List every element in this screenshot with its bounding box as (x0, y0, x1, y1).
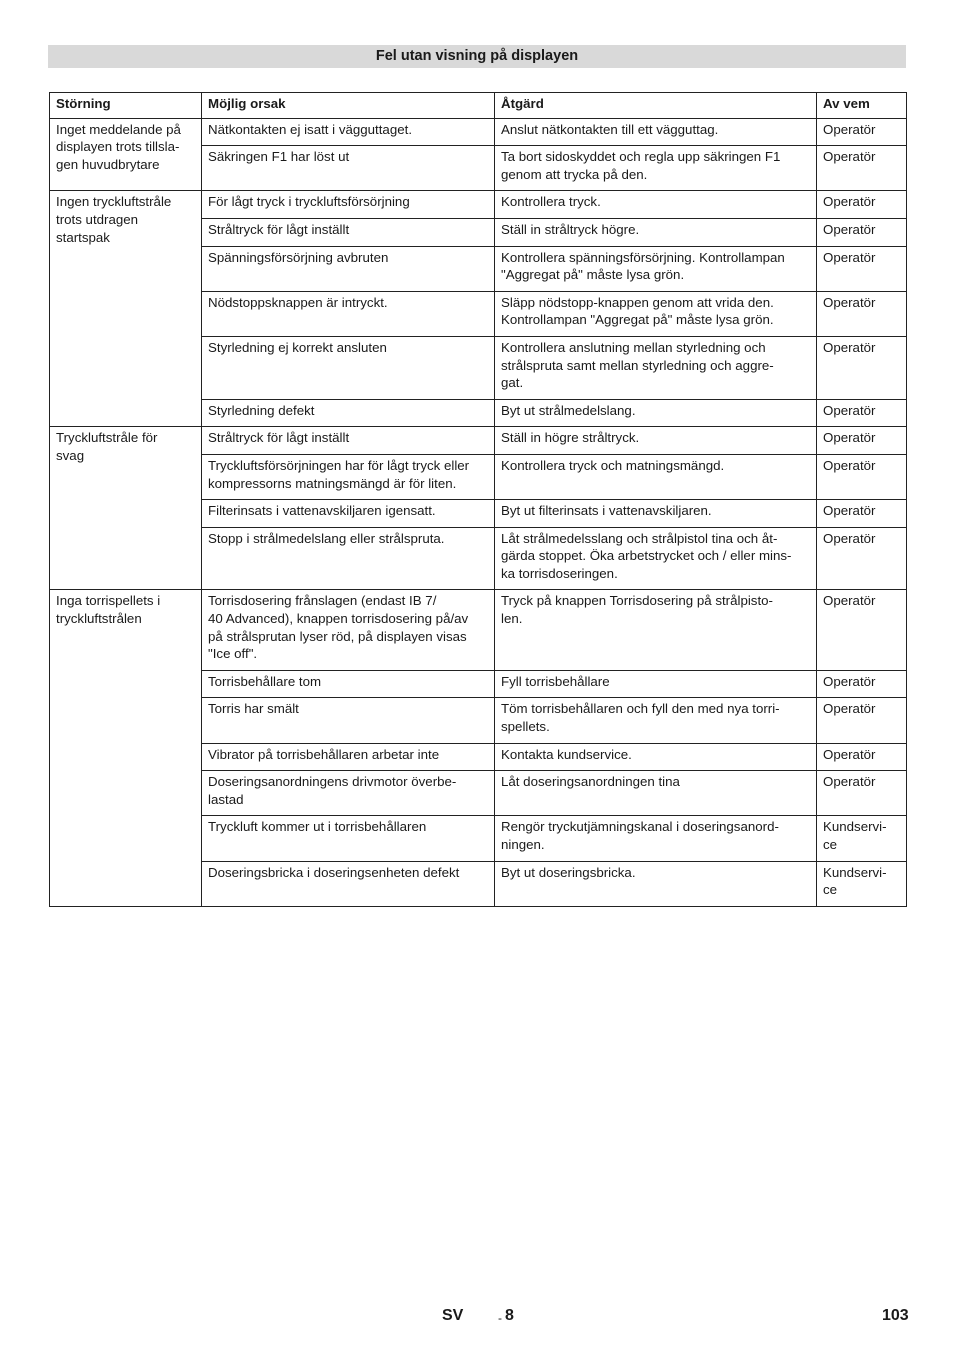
by-cell: Operatör (817, 399, 907, 427)
cause-cell: Stråltryck för lågt inställt (202, 427, 495, 455)
cause-cell: Stråltryck för lågt inställt (202, 218, 495, 246)
by-cell: Operatör (817, 336, 907, 399)
section-title: Fel utan visning på displayen (48, 45, 906, 68)
action-cell: Kontakta kundservice. (495, 743, 817, 771)
action-cell: Byt ut doseringsbricka. (495, 861, 817, 906)
table-header-row (50, 93, 907, 119)
action-cell: Töm torrisbehållaren och fyll den med nya torri- spellets. (495, 698, 817, 743)
cause-cell: För lågt tryck i tryckluftsförsörjning (202, 191, 495, 219)
fault-cell: Ingen tryckluftstråle trots utdragen startspak (50, 191, 202, 427)
by-cell: Operatör (817, 743, 907, 771)
header-fault: Störning (50, 93, 202, 119)
header-by: Av vem (817, 93, 907, 119)
cause-cell: Vibrator på torrisbehållaren arbetar inte (202, 743, 495, 771)
action-cell: Anslut nätkontakten till ett vägguttag. (495, 118, 817, 146)
cause-cell: Nödstoppsknappen är intryckt. (202, 291, 495, 336)
action-cell: Byt ut filterinsats i vattenavskiljaren. (495, 500, 817, 528)
by-cell: Operatör (817, 218, 907, 246)
footer-separator: - (498, 1311, 502, 1325)
by-cell: Operatör (817, 454, 907, 499)
footer-page-number: 103 (882, 1307, 909, 1324)
cause-cell: Nätkontakten ej isatt i vägguttaget. (202, 118, 495, 146)
table-row (50, 191, 907, 219)
cause-cell: Styrledning defekt (202, 399, 495, 427)
action-cell: Fyll torrisbehållare (495, 670, 817, 698)
cause-cell: Torrisbehållare tom (202, 670, 495, 698)
header-action: Åtgärd (495, 93, 817, 119)
cause-cell: Torrisdosering frånslagen (endast IB 7/ 40 Advanced), knappen torrisdosering på/av på strålsprutan lyser röd, på displayen visas "Ice off". (202, 590, 495, 670)
cause-cell: Styrledning ej korrekt ansluten (202, 336, 495, 399)
action-cell: Kontrollera spänningsförsörjning. Kontrollampan "Aggregat på" måste lysa grön. (495, 246, 817, 291)
table-row (50, 427, 907, 455)
by-cell: Operatör (817, 427, 907, 455)
fault-cell: Tryckluftstråle för svag (50, 427, 202, 590)
by-cell: Operatör (817, 698, 907, 743)
action-cell: Ta bort sidoskyddet och regla upp säkringen F1 genom att trycka på den. (495, 146, 817, 191)
table-row (50, 118, 907, 146)
footer-language: SV (442, 1307, 464, 1324)
action-cell: Kontrollera tryck och matningsmängd. (495, 454, 817, 499)
by-cell: Operatör (817, 246, 907, 291)
by-cell: Operatör (817, 527, 907, 590)
by-cell: Kundservi- ce (817, 861, 907, 906)
by-cell: Operatör (817, 291, 907, 336)
troubleshooting-table (49, 92, 907, 907)
by-cell: Operatör (817, 191, 907, 219)
cause-cell: Tryckluft kommer ut i torrisbehållaren (202, 816, 495, 861)
fault-cell: Inget meddelande på displayen trots tillsla- gen huvudbrytare (50, 118, 202, 191)
action-cell: Tryck på knappen Torrisdosering på strålpisto- len. (495, 590, 817, 670)
cause-cell: Spänningsförsörjning avbruten (202, 246, 495, 291)
cause-cell: Tryckluftsförsörjningen har för lågt tryck eller kompressorns matningsmängd är för liten. (202, 454, 495, 499)
cause-cell: Doseringsbricka i doseringsenheten defekt (202, 861, 495, 906)
cause-cell: Filterinsats i vattenavskiljaren igensatt. (202, 500, 495, 528)
action-cell: Låt doseringsanordningen tina (495, 771, 817, 816)
footer-chapter-page: 8 (505, 1307, 514, 1324)
by-cell: Operatör (817, 590, 907, 670)
action-cell: Kontrollera anslutning mellan styrledning och strålspruta samt mellan styrledning och aggre- gat. (495, 336, 817, 399)
action-cell: Rengör tryckutjämningskanal i doseringsanord- ningen. (495, 816, 817, 861)
by-cell: Operatör (817, 771, 907, 816)
table-row (50, 590, 907, 670)
by-cell: Operatör (817, 670, 907, 698)
action-cell: Släpp nödstopp-knappen genom att vrida den. Kontrollampan "Aggregat på" måste lysa grön. (495, 291, 817, 336)
action-cell: Låt strålmedelsslang och strålpistol tina och åt- gärda stoppet. Öka arbetstrycket och / eller mins- ka torrisdoseringen. (495, 527, 817, 590)
action-cell: Ställ in högre stråltryck. (495, 427, 817, 455)
action-cell: Ställ in stråltryck högre. (495, 218, 817, 246)
by-cell: Operatör (817, 500, 907, 528)
fault-cell: Inga torrispellets i tryckluftstrålen (50, 590, 202, 906)
by-cell: Operatör (817, 118, 907, 146)
cause-cell: Stopp i strålmedelslang eller strålspruta. (202, 527, 495, 590)
cause-cell: Doseringsanordningens drivmotor överbe- lastad (202, 771, 495, 816)
action-cell: Kontrollera tryck. (495, 191, 817, 219)
by-cell: Operatör (817, 146, 907, 191)
cause-cell: Säkringen F1 har löst ut (202, 146, 495, 191)
by-cell: Kundservi- ce (817, 816, 907, 861)
action-cell: Byt ut strålmedelslang. (495, 399, 817, 427)
header-cause: Möjlig orsak (202, 93, 495, 119)
cause-cell: Torris har smält (202, 698, 495, 743)
